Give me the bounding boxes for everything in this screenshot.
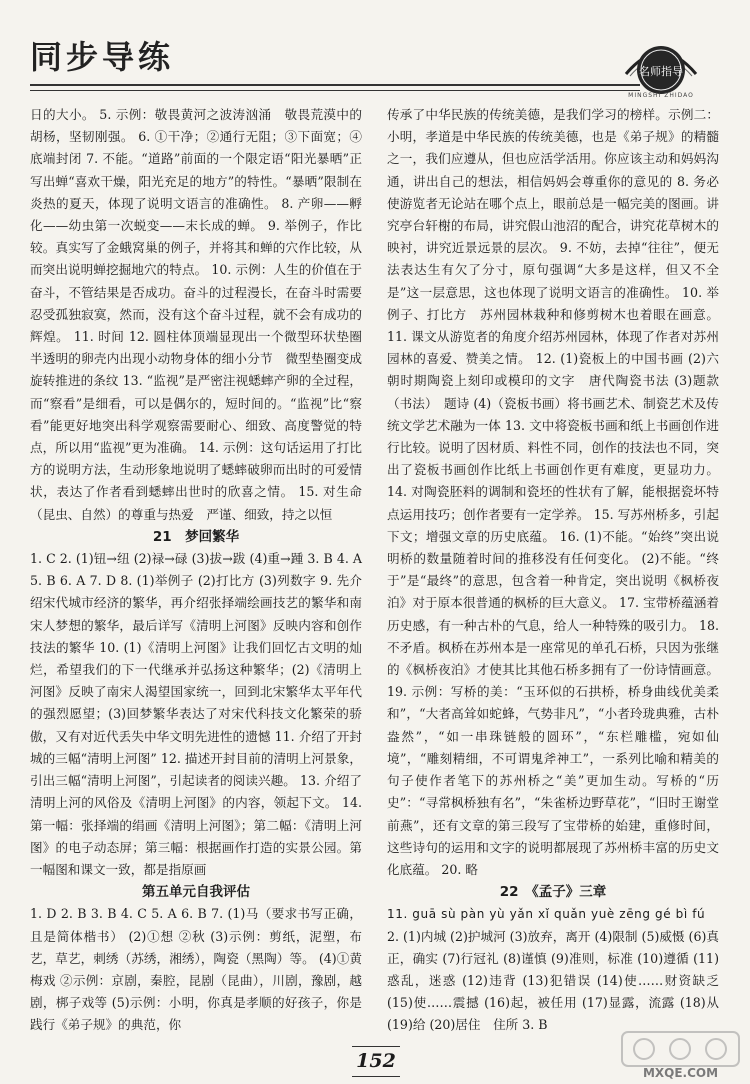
page-header <box>0 0 750 110</box>
logo-subtitle: MINGSHI ZHIDAO <box>628 92 694 99</box>
watermark-text: MXQE.COM <box>642 1066 719 1080</box>
section-title-22: 22 《孟子》三章 <box>499 884 607 901</box>
header-rule-thin <box>30 90 640 91</box>
right-column <box>387 104 719 1037</box>
page-number: 152 <box>356 1050 396 1072</box>
section-title-unit5: 第五单元自我评估 <box>142 884 250 901</box>
answers-unit20: 日的大小。 5. 示例：敬畏黄河之波涛汹涌 敬畏荒漠中的胡杨，坚韧刚强。 6. ①干净；②通行无阻；③下面宽；④底端封闭 7. 不能。“道路”前面的一个限定语“阳光暴晒”正写出蝉“喜欢干燥，阳光充足的地方”的特性。“暴晒”限制在炎热的夏天，体现了说明文语言的准确性。 8. 产卵——孵化——幼虫第一次蜕变——末长成的蝉。 9. 举例子，作比较。真实写了金蛾窝巢的例子，并将其和蝉的穴作比较，从而突出说明蝉挖掘地穴的特点。 10. 示例：人生的价值在于奋斗，不管结果是否成功。奋斗的过程漫长，在奋斗时需要忍受孤独寂寞，然而，没有这个奋斗过程，就不会有成功的辉煌。 11. 时间 12. 圆柱体顶端显现出一个微型环状垫圈 半透明的卵壳内出现小动物身体的细小分节 微型垫圈变成旋转推进的条纹 13. “监视”是严密注视蟋蟀产卵的全过程，而“察看”是细看，可以是偶尔的，短时间的。“监视”比“察看”能更好地突出科学观察需要耐心、细致、高度警觉的特点，所以用“监视”更为准确。 14. 示例：这句话运用了打比方的说明方法，生动形象地说明了蟋蟀破卵而出时的可爱情状，表达了作者看到蟋蟀出世时的欣喜之情。 15. 对生命（昆虫、自然）的尊重与热爱 严谨、细致，持之以恒 <box>30 107 375 522</box>
section-title-21: 21 梦回繁华 <box>152 528 240 545</box>
pinyin-answers: 11. guā sù pàn yù yǎn xǐ quǎn yuè zēng gé bì fú <box>387 907 706 922</box>
header-rule <box>30 84 640 86</box>
left-column <box>30 104 375 1037</box>
page-title: 同步导练 <box>30 38 175 76</box>
svg-text:名师指导: 名师指导 <box>639 65 683 78</box>
answers-unit5-cont: 传承了中华民族的传统美德，是我们学习的榜样。示例二：小明，孝道是中华民族的传统美德，也是《弟子规》的精髓之一，我们应遵从，但也应活学活用。你应该主动和妈妈沟通，讲出自己的想法，相信妈妈会尊重你的意见的 8. 务必使游览者无论站在哪个点上，眼前总是一幅完美的图画。讲究亭台轩榭的布局，讲究假山池沼的配合，讲究花草树木的映衬，讲究近景远景的层次。 9. 不妨，去掉“往往”，便无法表达生有欠了分寸，原句强调“大多是这样，但又不全是”这一层意思，这也体现了说明文语言的准确性。 10. 举例子、打比方 苏州园林栽种和修剪树木也着眼在画意。 11. 课文从游览者的角度介绍苏州园林，体现了作者对苏州园林的喜爱、赞美之情。 12. (1)瓷板上的中国书画 (2)六朝时期陶瓷上刻印或模印的文字 唐代陶瓷书法 (3)题款（书法） 题诗 (4)（瓷板书画）将书画艺术、制瓷艺术及传统文学艺术融为一体 13. 文中将瓷板书画和纸上书画创作进行比较。说明了因材质、料性不同，创作的技法也不同，突出了瓷板书画创作比纸上书画创作更有难度，更显功力。 14. 对陶瓷胚料的调制和瓷坯的性状有了解，能根据瓷坏特点运用技巧；创作者要有一定学养。 15. 写苏州桥多，引起下文；增强文章的历史底蕴。 16. (1)不能。“始终”突出说明桥的数量随着时间的推移没有任何变化。 (2)不能。“终于”是“最终”的意思，包含着一种肯定，突出说明《枫桥夜泊》对于原本很普通的枫桥的巨大意义。 17. 宝带桥蕴涵着历史感，有一种古朴的气息，给人一种特殊的吸引力。 18. 不矛盾。枫桥在苏州本是一座常见的单孔石桥，只因为张继的《枫桥夜泊》才使其比其他石桥多拥有了一份诗情画意。 19. 示例：写桥的美：“玉环似的石拱桥，桥身曲线优美柔和”，“大者高耸如蛇蜂，气势非凡”，“小者玲珑典雅，古朴盎然”，“如一串珠链般的圆环”，“东栏雕槛，宛如仙境”，“雕刻精细，不可谓鬼斧神工”，一系列比喻和精美的句子使作者笔下的苏州桥之“美”更加生动。写桥的“历史”：“寻常枫桥独有名”，“朱雀桥边野草花”，“旧时王谢堂前燕”，还有文章的第三段写了宝带桥的始建，重修时间，这些诗句的运用和文字的说明都展现了苏州桥丰富的历史文化底蕴。 20. 略 <box>387 107 719 877</box>
answers-22: 2. (1)内城 (2)护城河 (3)放弃，离开 (4)限制 (5)威慑 (6)真正，确实 (7)行冠礼 (8)谨慎 (9)准则，标准 (10)遵循 (11)惑乱，迷惑 (12)违背 (13)犯错误 (14)使……财资缺乏 (15)使……震撼 (16)起，被任用 (17)显露，流露 (18)从 (19)给 (20)居住 住所 3. B <box>387 928 719 1033</box>
answers-unit5: 1. D 2. B 3. B 4. C 5. A 6. B 7. (1)马（要求书写正确，且是简体楷书） (2)①想 ②秋 (3)示例：剪纸，泥塑，布艺，草艺，刺绣（苏绣，湘绣），陶瓷（黑陶）等。 (4)①黄梅戏 ②示例：京剧，秦腔，昆剧（昆曲），川剧，豫剧，越剧，梆子戏等 (5)示例：小明，你真是孝顺的好孩子，你是践行《弟子规》的典范，你 <box>30 906 362 1033</box>
page-number-rule-bottom <box>352 1076 400 1077</box>
answers-21: 1. C 2. (1)钮→纽 (2)禄→碌 (3)拔→跋 (4)重→踵 3. B 4. A 5. B 6. A 7. D 8. (1)举例子 (2)打比方 (3)列数字 9. 先介绍宋代城市经济的繁华，再介绍张择端绘画技艺的繁华和南宋人梦想的繁华，最后详写《清明上河图》反映内容和创作技法的繁华 10. (1)《清明上河图》让我们回忆古文明的灿烂，希望我们的下一代继承并弘扬这种繁华；(2)《清明上河图》反映了南宋人渴望国家统一，回到北宋繁华太平年代的强烈愿望；(3)回梦繁华表达了对宋代科技文化繁荣的骄傲，又有对近代丢失中华文明先进性的遗憾 11. 介绍了开封城的三幅“清明上河图” 12. 描述开封目前的清明上河景象，引出三幅“清明上河图”，引起读者的阅读兴趣。 13. 介绍了清明上河的风俗及《清明上河图》的内容，领起下文。 14. 第一幅：张择端的绢画《清明上河图》；第二幅：《清明上河图》的电子动态屏；第三幅：根据画作打造的实景公园。第一幅图和课文一致，都是指原画 <box>30 551 362 877</box>
page-number-rule-top <box>352 1046 400 1047</box>
